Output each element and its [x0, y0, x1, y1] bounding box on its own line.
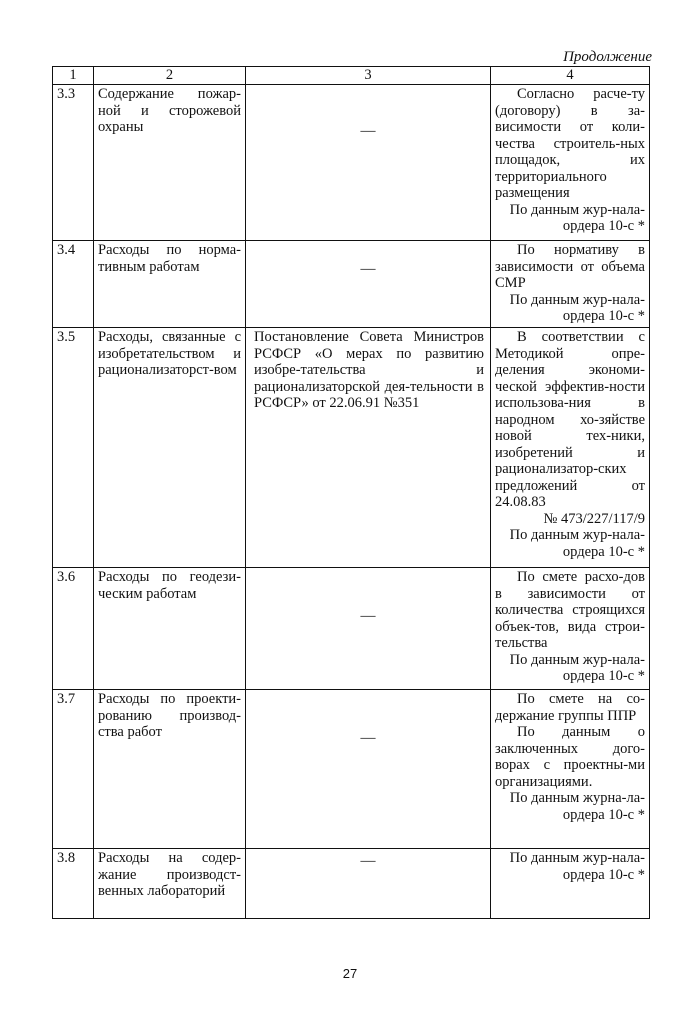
cost-item-name: Расходы по норма-тивным работам: [94, 241, 246, 328]
column-header-2: 2: [94, 67, 246, 85]
basis-dash: —: [360, 608, 376, 624]
cost-item-name: Расходы по проекти-рованию производ-ства работ: [94, 690, 246, 849]
basis-cell: [246, 690, 491, 849]
cost-item-name: Содержание пожар-ной и сторожевой охраны: [94, 85, 246, 241]
cost-item-name: Расходы по геодези-ческим работам: [94, 568, 246, 690]
note-source: По данным жур-нала-ордера 10-с *: [509, 850, 645, 883]
note-source: По данным жур-нала-ордера 10-с *: [509, 527, 645, 560]
basis-cell: [246, 85, 491, 241]
note-cell: [491, 85, 650, 241]
table-row: [53, 849, 650, 919]
basis-dash: —: [360, 853, 376, 869]
note-text: По нормативу в зависимости от объема СМР: [495, 242, 645, 291]
basis-dash: —: [360, 730, 376, 746]
cost-item-name: Расходы на содер-жание производст-венных лабораторий: [94, 849, 246, 919]
basis-dash: —: [360, 261, 376, 277]
note-source: По данным жур-нала-ордера 10-с *: [509, 651, 645, 684]
row-number: 3.3: [53, 85, 94, 241]
note-cell: [491, 328, 650, 568]
row-number: 3.6: [53, 568, 94, 690]
column-header-3: 3: [246, 67, 491, 85]
page-number: 27: [342, 966, 358, 981]
table-row: [53, 690, 650, 849]
note-cell: [491, 849, 650, 919]
continuation-label: Продолжение: [563, 49, 652, 65]
row-number: 3.7: [53, 690, 94, 849]
note-text: По смете на со-держание группы ППР: [495, 691, 645, 724]
table-row: [53, 85, 650, 241]
basis-cell: [246, 568, 491, 690]
basis-cell: [246, 241, 491, 328]
note-text: По смете расхо-дов в зависимости от количества строящихся объек-тов, вида строи-тельства: [495, 569, 645, 651]
basis-dash: —: [360, 123, 376, 139]
note-source: По данным жур-нала-ордера 10-с *: [509, 291, 645, 324]
basis-text: Постановление Совета Министров РСФСР «О мерах по развитию изобре-тательства и рационализаторской дея-тельности в РСФСР» от 22.06.91 №351: [246, 328, 491, 568]
table-header-row: [53, 67, 650, 85]
column-header-4: 4: [491, 67, 650, 85]
row-number: 3.5: [53, 328, 94, 568]
row-number: 3.8: [53, 849, 94, 919]
costs-table: [52, 66, 650, 919]
note-text-contracts: По данным о заключенных дого-ворах с проектны-ми организациями.: [495, 724, 645, 790]
table-row: [53, 241, 650, 328]
basis-cell: [246, 849, 491, 919]
note-text: Согласно расче-ту (договору) в за-висимости от коли-чества строитель-ных площадок, их территориального размещения: [495, 86, 645, 201]
note-source: По данным журна-ла-ордера 10-с *: [509, 790, 645, 823]
table-row: [53, 568, 650, 690]
note-document-number: № 473/227/117/9: [543, 510, 645, 527]
row-number: 3.4: [53, 241, 94, 328]
cost-item-name: Расходы, связанные с изобретательством и рационализаторст-вом: [94, 328, 246, 568]
note-text: В соответствии с Методикой опре-деления экономи-ческой эффектив-ности использова-ния в народном хо-зяйстве новой тех-ники, изобретений и рационализатор-ских предложений от 24.08.83: [495, 329, 645, 510]
note-cell: [491, 690, 650, 849]
note-cell: [491, 568, 650, 690]
column-header-1: 1: [53, 67, 94, 85]
note-source: По данным жур-нала-ордера 10-с *: [509, 201, 645, 234]
table-row: [53, 328, 650, 568]
note-cell: [491, 241, 650, 328]
